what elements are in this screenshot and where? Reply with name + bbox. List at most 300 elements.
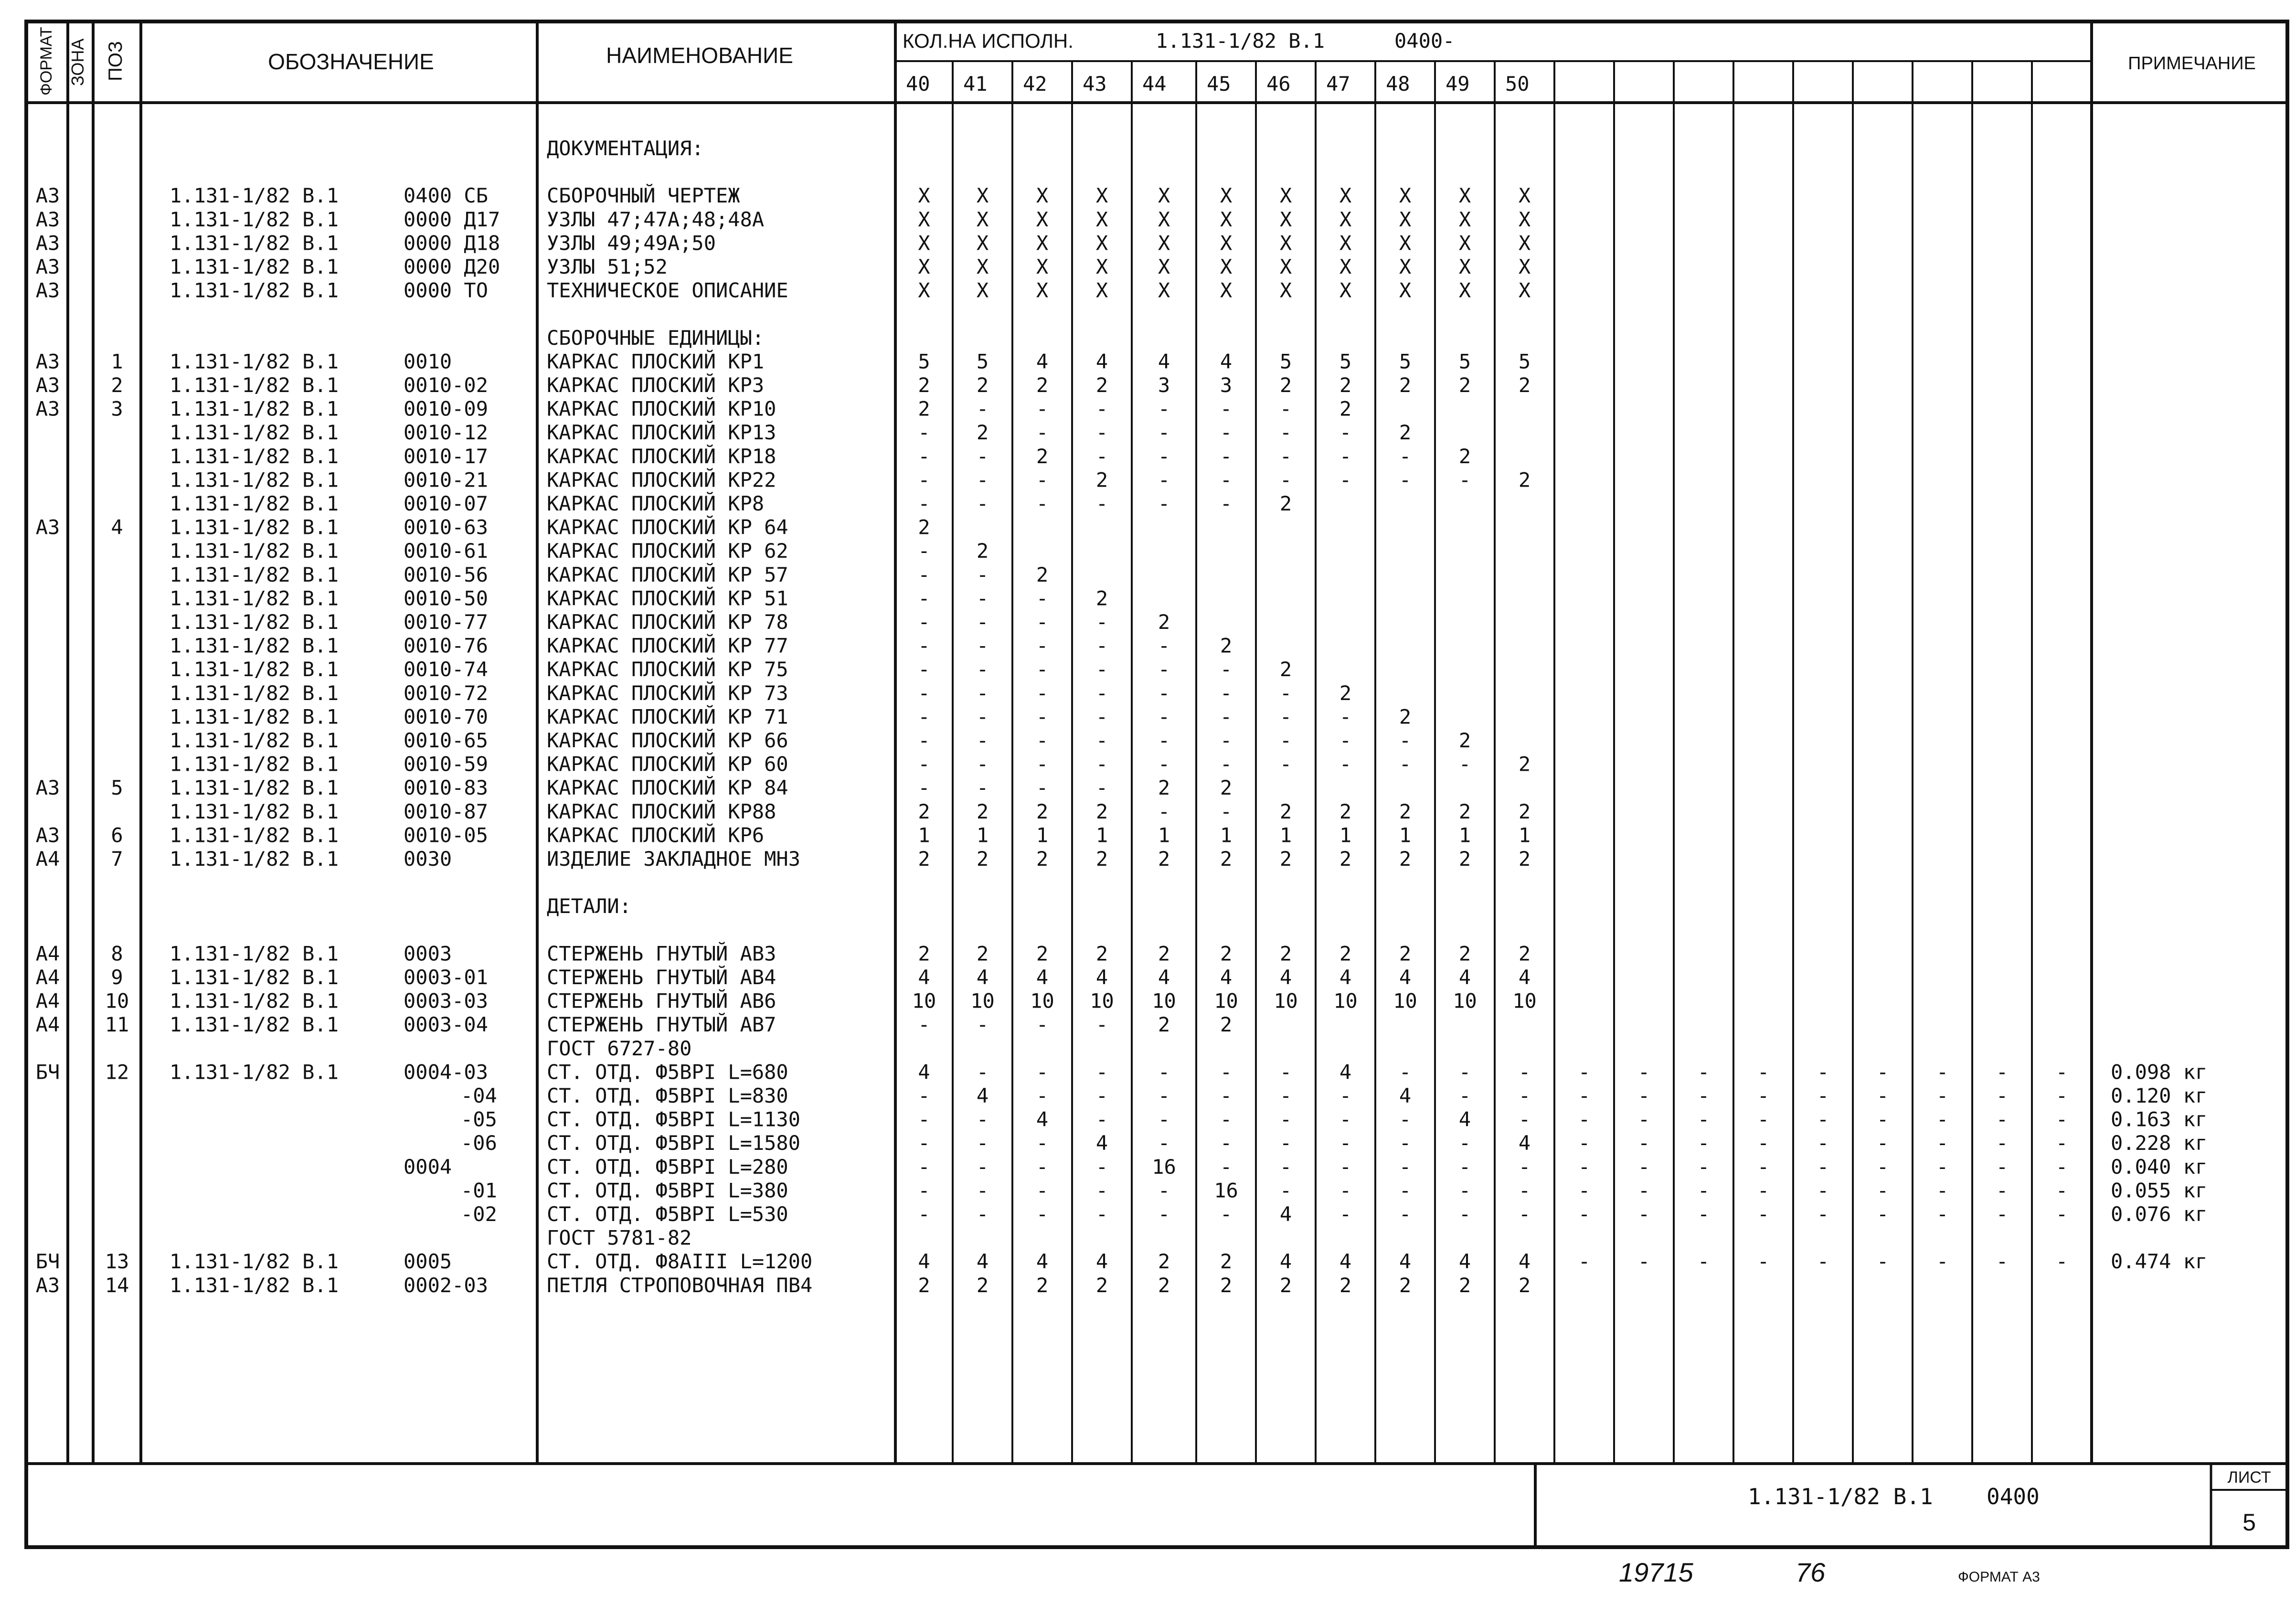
title-block — [1748, 1468, 2271, 1536]
quantity-cell: 4 — [976, 1084, 989, 1107]
quantity-cell: - — [1876, 1155, 1889, 1179]
quantity-cell: 2 — [1339, 373, 1352, 397]
quantity-cell: 2 — [1279, 799, 1292, 823]
quantity-cell: 2 — [1158, 610, 1170, 634]
quantity-cell: - — [1518, 1107, 1531, 1131]
quantity-cell: - — [976, 586, 989, 610]
quantity-cell: - — [1095, 421, 1108, 445]
note-cell: 0.098 кг — [2111, 1060, 2208, 1084]
quantity-cell: X — [1399, 278, 1412, 302]
designation-code-cell: 0010-76 — [404, 634, 489, 658]
quantity-cell: - — [1220, 705, 1233, 729]
quantity-cell: 2 — [1518, 1273, 1531, 1297]
name-cell: КАРКАС ПЛОСКИЙ КР 77 — [547, 634, 788, 658]
quantity-cell: X — [1339, 255, 1352, 278]
format-cell: А3 — [35, 1273, 60, 1297]
designation-code-cell: 0010-87 — [404, 799, 489, 823]
position-cell: 10 — [105, 989, 129, 1013]
quantity-cell: - — [1158, 799, 1170, 823]
name-cell: КАРКАС ПЛОСКИЙ КР88 — [547, 799, 776, 823]
format-cell: А3 — [35, 823, 60, 847]
position-cell: 9 — [111, 966, 123, 989]
quantity-cell: - — [1158, 729, 1170, 752]
quantity-cell: 1 — [1095, 823, 1108, 847]
quantity-cell: 2 — [976, 373, 989, 397]
quantity-cell: - — [1518, 1084, 1531, 1107]
name-cell: КАРКАС ПЛОСКИЙ КР6 — [547, 823, 765, 847]
quantity-cell: - — [918, 752, 930, 776]
quantity-cell: - — [1220, 444, 1233, 468]
quantity-cell: 1 — [1279, 823, 1292, 847]
quantity-cell: - — [918, 1179, 930, 1202]
designation-code-cell: -04 — [461, 1084, 497, 1107]
quantity-cell: - — [918, 1155, 930, 1179]
name-cell: КАРКАС ПЛОСКИЙ КР1 — [547, 350, 765, 373]
quantity-cell: - — [1697, 1250, 1710, 1274]
quantity-cell: X — [1036, 207, 1049, 231]
position-cell: 4 — [111, 515, 123, 539]
quantity-cell: X — [1036, 278, 1049, 302]
quantity-cell: X — [1339, 231, 1352, 255]
quantity-cell: X — [1458, 231, 1471, 255]
quantity-cell: X — [976, 184, 989, 208]
designation-code-cell: 0003-01 — [404, 966, 489, 989]
quantity-cell: 10 — [1333, 989, 1358, 1013]
quantity-cell: X — [1036, 184, 1049, 208]
quantity-cell: - — [918, 1107, 930, 1131]
quantity-cell: 2 — [1518, 799, 1531, 823]
quantity-cell: 2 — [1036, 1273, 1049, 1297]
quantity-cell: - — [1578, 1155, 1591, 1179]
quantity-cell: - — [1339, 1202, 1352, 1226]
quantity-cell: 4 — [976, 966, 989, 989]
quantity-cell: - — [1399, 444, 1412, 468]
quantity-cell: - — [1637, 1179, 1650, 1202]
quantity-cell: 2 — [1458, 1273, 1471, 1297]
quantity-cell: - — [1036, 776, 1049, 800]
quantity-cell: 4 — [1036, 966, 1049, 989]
designation-doc-cell: 1.131-1/82 В.1 — [170, 421, 339, 445]
designation-code-cell: 0010-02 — [404, 373, 489, 397]
quantity-cell: 1 — [1518, 823, 1531, 847]
quantity-cell: - — [1095, 1107, 1108, 1131]
quantity-cell: - — [1339, 1107, 1352, 1131]
quantity-cell: - — [976, 444, 989, 468]
name-cell: СТ. ОТД. Ф5ВРI L=530 — [547, 1202, 788, 1226]
quantity-cell: - — [1399, 1131, 1412, 1155]
quantity-cell: - — [1220, 729, 1233, 752]
quantity-cell: - — [1095, 729, 1108, 752]
name-cell: КАРКАС ПЛОСКИЙ КР 51 — [547, 586, 788, 610]
quantity-cell: - — [918, 1131, 930, 1155]
quantity-cell: - — [1996, 1202, 2009, 1226]
quantity-cell: 5 — [1518, 350, 1531, 373]
quantity-cell: - — [1158, 634, 1170, 658]
quantity-cell: - — [918, 634, 930, 658]
quantity-cell: - — [918, 681, 930, 705]
quantity-cell: - — [1876, 1060, 1889, 1084]
designation-code-cell: 0010-07 — [404, 492, 489, 515]
quantity-cell: - — [1458, 468, 1471, 492]
quantity-cell: - — [976, 1013, 989, 1037]
quantity-cell: - — [1518, 1179, 1531, 1202]
quantity-cell: 4 — [1095, 1131, 1108, 1155]
quantity-cell: - — [1339, 729, 1352, 752]
designation-doc-cell: 1.131-1/82 В.1 — [170, 1013, 339, 1037]
quantity-cell: 10 — [1030, 989, 1054, 1013]
designation-doc-cell: 1.131-1/82 В.1 — [170, 278, 339, 302]
designation-doc-cell: 1.131-1/82 В.1 — [170, 444, 339, 468]
quantity-cell: 3 — [1158, 373, 1170, 397]
quantity-cell: - — [1095, 634, 1108, 658]
designation-doc-cell: 1.131-1/82 В.1 — [170, 610, 339, 634]
quantity-cell: - — [1095, 1179, 1108, 1202]
quantity-cell: 4 — [1518, 966, 1531, 989]
quantity-cell: X — [918, 184, 930, 208]
quantity-cell: X — [1036, 231, 1049, 255]
quantity-cell: 4 — [1036, 1107, 1049, 1131]
quantity-cell: 2 — [1279, 847, 1292, 871]
designation-doc-cell: 1.131-1/82 В.1 — [170, 539, 339, 563]
quantity-cell: 4 — [1220, 966, 1233, 989]
quantity-cell: 2 — [1036, 373, 1049, 397]
quantity-cell: 16 — [1152, 1155, 1176, 1179]
quantity-cell: - — [1095, 492, 1108, 515]
quantity-cell: X — [1518, 207, 1531, 231]
quantity-cell: 4 — [1036, 350, 1049, 373]
quantity-cell: - — [1637, 1250, 1650, 1274]
quantity-cell: - — [2055, 1202, 2068, 1226]
quantity-cell: - — [2055, 1131, 2068, 1155]
designation-doc-cell: 1.131-1/82 В.1 — [170, 184, 339, 208]
quantity-cell: - — [1158, 397, 1170, 421]
name-cell: КАРКАС ПЛОСКИЙ КР 62 — [547, 539, 788, 563]
designation-code-cell: 0010-12 — [404, 421, 489, 445]
quantity-cell: - — [976, 1060, 989, 1084]
quantity-cell: - — [1279, 752, 1292, 776]
quantity-cell: - — [1996, 1084, 2009, 1107]
position-cell: 12 — [105, 1060, 129, 1084]
designation-doc-cell: 1.131-1/82 В.1 — [170, 1250, 339, 1274]
quantity-cell: - — [1095, 1202, 1108, 1226]
quantity-cell: 2 — [1279, 373, 1292, 397]
quantity-cell: - — [1036, 1060, 1049, 1084]
format-cell: А3 — [35, 255, 60, 278]
quantity-cell: X — [1095, 207, 1108, 231]
quantity-cell: 2 — [1339, 799, 1352, 823]
quantity-cell: 2 — [976, 799, 989, 823]
quantity-cell: - — [1936, 1107, 1949, 1131]
quantity-cell: 2 — [1279, 658, 1292, 681]
designation-code-cell: 0010-74 — [404, 658, 489, 681]
quantity-cell: - — [976, 1107, 989, 1131]
designation-code-cell: -01 — [461, 1179, 497, 1202]
quantity-cell: - — [1697, 1202, 1710, 1226]
quantity-cell: - — [1399, 1179, 1412, 1202]
quantity-cell: - — [1279, 1179, 1292, 1202]
quantity-cell: - — [1036, 729, 1049, 752]
format-cell: А3 — [35, 776, 60, 800]
name-cell: СБОРОЧНЫЙ ЧЕРТЕЖ — [547, 184, 740, 208]
format-cell: А3 — [35, 231, 60, 255]
header-designation: ОБОЗНАЧЕНИЕ — [268, 49, 434, 74]
name-cell: ГОСТ 5781-82 — [547, 1226, 692, 1250]
quantity-cell: 4 — [1279, 1250, 1292, 1274]
quantity-cell: X — [1158, 207, 1170, 231]
quantity-cell: 2 — [1399, 373, 1412, 397]
quantity-cell: - — [1220, 1155, 1233, 1179]
quantity-cell: - — [918, 444, 930, 468]
designation-code-cell: 0000 Д17 — [404, 207, 500, 231]
name-cell: ДЕТАЛИ: — [547, 894, 632, 918]
quantity-cell: 10 — [1152, 989, 1176, 1013]
quantity-cell: - — [1036, 586, 1049, 610]
designation-code-cell: -05 — [461, 1107, 497, 1131]
quantity-cell: X — [976, 207, 989, 231]
quantity-cell: - — [1876, 1131, 1889, 1155]
quantity-cell: - — [1095, 1084, 1108, 1107]
quantity-cell: - — [1757, 1250, 1770, 1274]
quantity-cell: 2 — [918, 397, 930, 421]
quantity-cell: 1 — [976, 823, 989, 847]
quantity-cell: 10 — [970, 989, 995, 1013]
quantity-cell: - — [1095, 1060, 1108, 1084]
quantity-cell: X — [976, 278, 989, 302]
name-cell: КАРКАС ПЛОСКИЙ КР22 — [547, 468, 776, 492]
quantity-cell: 2 — [1399, 1273, 1412, 1297]
name-cell: КАРКАС ПЛОСКИЙ КР3 — [547, 373, 765, 397]
sheet-number: 5 — [2243, 1509, 2256, 1536]
name-cell: УЗЛЫ 51;52 — [547, 255, 668, 278]
quantity-cell: X — [1220, 255, 1233, 278]
format-cell: БЧ — [35, 1060, 60, 1084]
quantity-cell: - — [1036, 752, 1049, 776]
header-qty-doc: 1.131-1/82 В.1 — [1156, 29, 1325, 53]
quantity-cell: - — [1279, 397, 1292, 421]
quantity-cell: - — [1757, 1155, 1770, 1179]
quantity-cell: 2 — [1399, 799, 1412, 823]
quantity-cell: X — [1339, 184, 1352, 208]
header-zone: ЗОНА — [68, 38, 87, 86]
quantity-cell: - — [1458, 1179, 1471, 1202]
quantity-cell: X — [1458, 207, 1471, 231]
format-cell: А3 — [35, 350, 60, 373]
title-block-doc: 1.131-1/82 В.1 — [1748, 1484, 1933, 1509]
quantity-cell: - — [1036, 610, 1049, 634]
quantity-cell: - — [918, 705, 930, 729]
name-cell: ГОСТ 6727-80 — [547, 1036, 692, 1060]
position-cell: 6 — [111, 823, 123, 847]
quantity-cell: - — [976, 1131, 989, 1155]
quantity-cell: 2 — [1518, 847, 1531, 871]
quantity-cell: - — [1697, 1155, 1710, 1179]
quantity-cell: X — [1518, 231, 1531, 255]
quantity-cell: X — [1158, 184, 1170, 208]
quantity-cell: - — [918, 421, 930, 445]
quantity-cell: - — [1095, 658, 1108, 681]
quantity-cell: 2 — [1220, 634, 1233, 658]
quantity-cell: 2 — [1158, 847, 1170, 871]
quantity-cell: - — [1339, 705, 1352, 729]
quantity-cell: 2 — [976, 1273, 989, 1297]
name-cell: КАРКАС ПЛОСКИЙ КР 75 — [547, 658, 788, 681]
format-cell: БЧ — [35, 1250, 60, 1274]
quantity-cell: - — [918, 1013, 930, 1037]
designation-doc-cell: 1.131-1/82 В.1 — [170, 823, 339, 847]
quantity-cell: - — [1220, 658, 1233, 681]
quantity-cell: 5 — [1279, 350, 1292, 373]
position-cell: 5 — [111, 776, 123, 800]
note-cell: 0.076 кг — [2111, 1202, 2208, 1226]
designation-code-cell: 0010-77 — [404, 610, 489, 634]
quantity-cell: 5 — [1399, 350, 1412, 373]
header-qty-base: 0400- — [1394, 29, 1455, 53]
quantity-cell: X — [976, 255, 989, 278]
quantity-cell: 2 — [1399, 847, 1412, 871]
quantity-cell: X — [1220, 231, 1233, 255]
quantity-cell: 4 — [1279, 1202, 1292, 1226]
quantity-cell: - — [1220, 799, 1233, 823]
quantity-cell: - — [918, 776, 930, 800]
quantity-cell: 2 — [1279, 1273, 1292, 1297]
quantity-cell: - — [1095, 1013, 1108, 1037]
quantity-cell: - — [2055, 1084, 2068, 1107]
quantity-cell: - — [1637, 1107, 1650, 1131]
quantity-cell: 5 — [976, 350, 989, 373]
format-cell: А4 — [35, 1013, 60, 1037]
designation-doc-cell: 1.131-1/82 В.1 — [170, 586, 339, 610]
quantity-cell: - — [1876, 1250, 1889, 1274]
quantity-cell: X — [1095, 184, 1108, 208]
quantity-cell: 4 — [1399, 966, 1412, 989]
quantity-cell: X — [1095, 231, 1108, 255]
position-cell: 11 — [105, 1013, 129, 1037]
quantity-cell: - — [976, 705, 989, 729]
quantity-cell: - — [1036, 658, 1049, 681]
quantity-cell: 16 — [1214, 1179, 1238, 1202]
quantity-cell: - — [1399, 1155, 1412, 1179]
quantity-cell: X — [1339, 278, 1352, 302]
quantity-cell: - — [976, 610, 989, 634]
quantity-cell: - — [1339, 1155, 1352, 1179]
quantity-cell: - — [1817, 1084, 1829, 1107]
quantity-cell: - — [1817, 1107, 1829, 1131]
designation-doc-cell: 1.131-1/82 В.1 — [170, 231, 339, 255]
designation-code-cell: 0000 Д18 — [404, 231, 500, 255]
quantity-cell: 1 — [1399, 823, 1412, 847]
variant-header: 43 — [1083, 72, 1107, 96]
quantity-cell: 2 — [1095, 373, 1108, 397]
quantity-cell: 5 — [918, 350, 930, 373]
quantity-cell: - — [1578, 1107, 1591, 1131]
quantity-cell: 1 — [1220, 823, 1233, 847]
quantity-cell: - — [1339, 468, 1352, 492]
quantity-cell: - — [976, 1202, 989, 1226]
name-cell: КАРКАС ПЛОСКИЙ КР18 — [547, 444, 776, 468]
quantity-cell: - — [976, 1179, 989, 1202]
quantity-cell: X — [1279, 231, 1292, 255]
quantity-cell: - — [976, 752, 989, 776]
quantity-cell: - — [1458, 1084, 1471, 1107]
quantity-cell: 4 — [1095, 1250, 1108, 1274]
header-qty-title: КОЛ.НА ИСПОЛН. — [903, 30, 1074, 52]
quantity-cell: - — [976, 776, 989, 800]
quantity-cell: 2 — [976, 847, 989, 871]
quantity-cell: 2 — [1399, 705, 1412, 729]
designation-doc-cell: 1.131-1/82 В.1 — [170, 1273, 339, 1297]
quantity-cell: 2 — [918, 1273, 930, 1297]
quantity-cell: 10 — [1214, 989, 1238, 1013]
designation-doc-cell: 1.131-1/82 В.1 — [170, 799, 339, 823]
position-cell: 14 — [105, 1273, 129, 1297]
name-cell: КАРКАС ПЛОСКИЙ КР 84 — [547, 776, 788, 800]
quantity-cell: - — [1518, 1155, 1531, 1179]
quantity-cell: 2 — [1220, 942, 1233, 966]
quantity-cell: 2 — [1518, 942, 1531, 966]
quantity-cell: - — [1220, 421, 1233, 445]
name-cell: СТ. ОТД. Ф5ВРI L=280 — [547, 1155, 788, 1179]
variant-header: 45 — [1207, 72, 1231, 96]
quantity-cell: X — [1036, 255, 1049, 278]
quantity-cell: - — [1996, 1060, 2009, 1084]
quantity-cell: 2 — [1458, 847, 1471, 871]
quantity-cell: - — [1936, 1179, 1949, 1202]
quantity-cell: - — [1697, 1179, 1710, 1202]
format-cell: А4 — [35, 989, 60, 1013]
quantity-cell: - — [1817, 1131, 1829, 1155]
quantity-cell: 2 — [1220, 847, 1233, 871]
quantity-cell: - — [1936, 1060, 1949, 1084]
designation-doc-cell: 1.131-1/82 В.1 — [170, 729, 339, 752]
sheet-label: ЛИСТ — [2227, 1468, 2271, 1487]
quantity-cell: - — [1158, 1202, 1170, 1226]
designation-code-cell: 0010-59 — [404, 752, 489, 776]
quantity-cell: 2 — [1158, 1013, 1170, 1037]
note-cell: 0.120 кг — [2111, 1084, 2208, 1107]
quantity-cell: - — [1876, 1179, 1889, 1202]
quantity-cell: X — [1220, 184, 1233, 208]
quantity-cell: - — [1279, 444, 1292, 468]
quantity-cell: - — [1697, 1060, 1710, 1084]
header-note: ПРИМЕЧАНИЕ — [2128, 53, 2256, 74]
quantity-cell: 2 — [1095, 1273, 1108, 1297]
name-cell: КАРКАС ПЛОСКИЙ КР 64 — [547, 515, 788, 539]
name-cell: СБОРОЧНЫЕ ЕДИНИЦЫ: — [547, 326, 765, 350]
archive-number: 19715 — [1619, 1557, 1693, 1587]
quantity-cell: - — [1936, 1155, 1949, 1179]
quantity-cell: 2 — [1279, 942, 1292, 966]
variant-header: 42 — [1023, 72, 1047, 96]
designation-doc-cell: 1.131-1/82 В.1 — [170, 681, 339, 705]
quantity-cell: - — [1220, 397, 1233, 421]
quantity-cell: - — [1757, 1084, 1770, 1107]
designation-doc-cell: 1.131-1/82 В.1 — [170, 373, 339, 397]
quantity-cell: 2 — [1158, 942, 1170, 966]
quantity-cell: 4 — [1458, 966, 1471, 989]
quantity-cell: 2 — [1220, 1013, 1233, 1037]
quantity-cell: - — [1518, 1202, 1531, 1226]
quantity-cell: 2 — [1399, 421, 1412, 445]
designation-code-cell: -02 — [461, 1202, 497, 1226]
designation-doc-cell: 1.131-1/82 В.1 — [170, 255, 339, 278]
quantity-cell: X — [1095, 255, 1108, 278]
column-lines — [68, 21, 2092, 1464]
format-cell: А4 — [35, 966, 60, 989]
designation-code-cell: 0005 — [404, 1250, 452, 1274]
quantity-cell: - — [1339, 752, 1352, 776]
quantity-cell: - — [1279, 1107, 1292, 1131]
quantity-cell: - — [976, 468, 989, 492]
